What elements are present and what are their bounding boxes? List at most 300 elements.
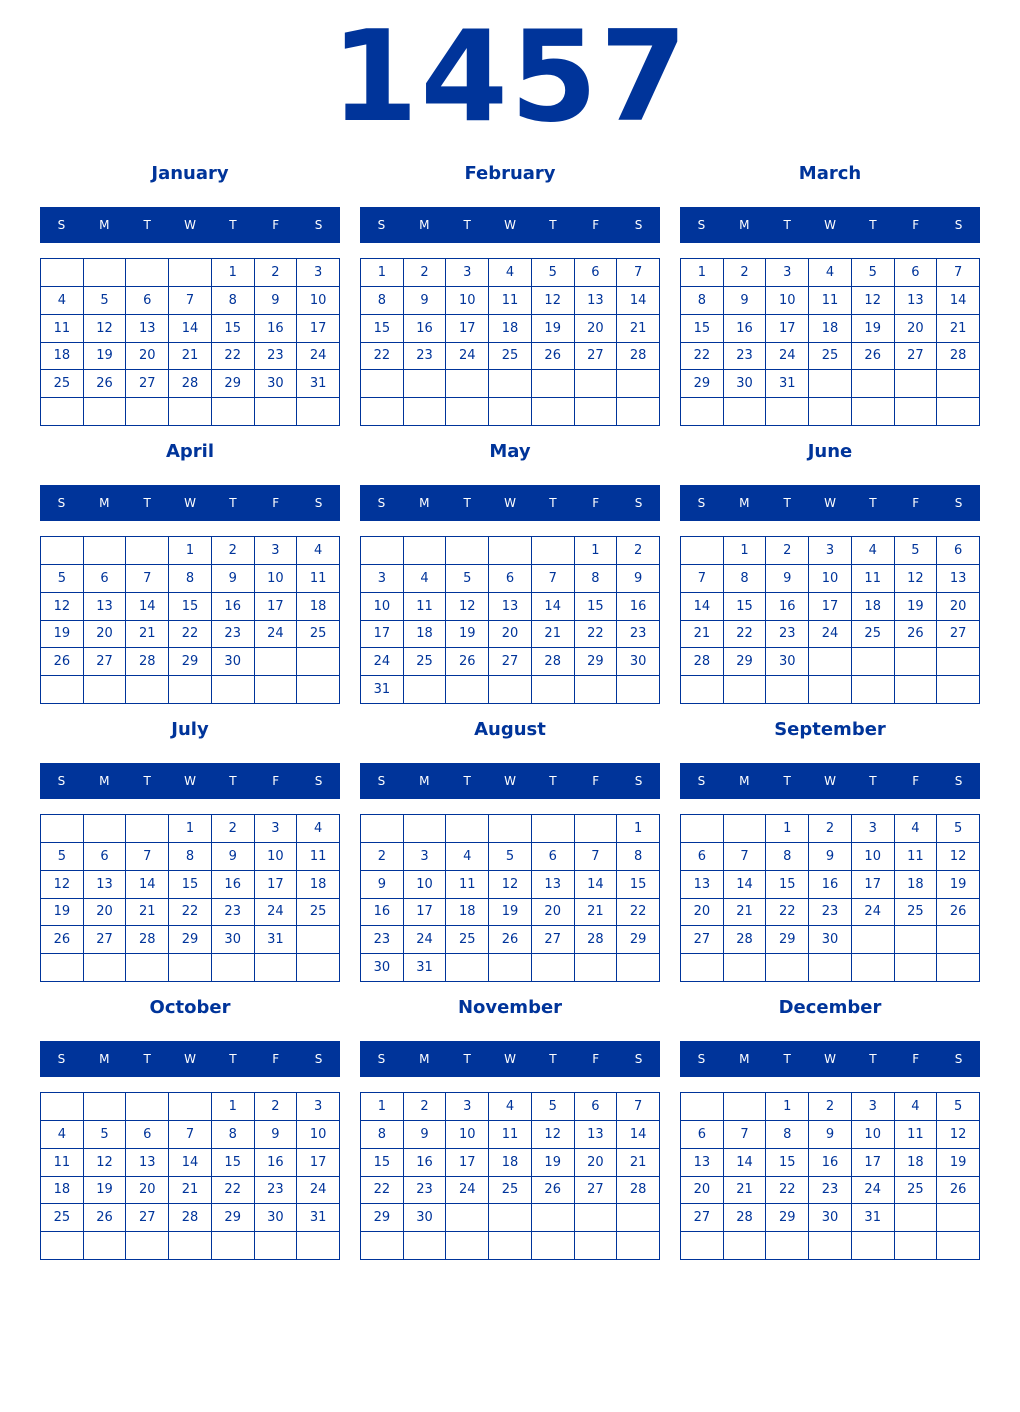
day-cell: 30 [809,926,852,954]
weekday-label: M [419,774,430,788]
weekday-label: M [419,496,430,510]
day-cell: 23 [212,621,255,649]
day-cell: 7 [532,565,575,593]
day-cell: 27 [575,343,618,371]
day-cell: 16 [809,1149,852,1177]
day-cell: 30 [404,1204,447,1232]
day-cell: 15 [766,1149,809,1177]
day-cell: 25 [446,926,489,954]
day-cell: 28 [681,648,724,676]
day-cell: 23 [212,899,255,927]
day-cell: 2 [404,259,447,287]
empty-cell [212,1232,255,1260]
weekday-label: T [229,1052,237,1066]
day-cell: 29 [212,370,255,398]
month-october [40,992,340,1270]
day-cell: 4 [41,287,84,315]
weekday-label: T [549,1052,557,1066]
day-cell: 24 [297,1177,340,1205]
day-cell: 1 [681,259,724,287]
day-cell: 12 [84,1149,127,1177]
day-cell: 18 [489,1149,532,1177]
day-cell: 2 [724,259,767,287]
day-cell: 17 [361,621,404,649]
day-cell: 1 [361,1093,404,1121]
day-cell: 12 [852,287,895,315]
day-cell: 12 [446,593,489,621]
day-cell: 5 [937,1093,980,1121]
day-cell: 6 [575,1093,618,1121]
day-cell: 7 [724,1121,767,1149]
day-cell: 10 [404,871,447,899]
empty-cell [446,954,489,982]
empty-cell [895,676,938,704]
day-cell: 2 [809,1093,852,1121]
day-cell: 20 [126,343,169,371]
day-cell: 19 [446,621,489,649]
day-cell: 6 [84,843,127,871]
weekday-label: M [739,1052,750,1066]
day-cell: 10 [297,287,340,315]
day-cell: 6 [532,843,575,871]
day-cell: 10 [446,1121,489,1149]
weekday-label: S [697,218,706,232]
weekday-label: S [954,218,963,232]
empty-cell [724,815,767,843]
day-cell: 24 [446,1177,489,1205]
day-cell: 17 [446,315,489,343]
day-cell: 1 [212,1093,255,1121]
empty-cell [937,954,980,982]
weekday-label: S [954,496,963,510]
day-cell: 20 [532,899,575,927]
day-cell: 23 [404,1177,447,1205]
empty-cell [297,926,340,954]
day-cell: 12 [532,1121,575,1149]
empty-cell [575,398,618,426]
day-grid [360,258,660,426]
weekday-label: F [272,774,280,788]
day-cell: 12 [532,287,575,315]
day-cell: 4 [404,565,447,593]
weekday-label: S [57,1052,66,1066]
day-cell: 14 [169,1149,212,1177]
day-cell: 2 [212,537,255,565]
day-cell: 2 [404,1093,447,1121]
empty-cell [169,1093,212,1121]
weekday-label: W [184,774,196,788]
empty-cell [489,815,532,843]
weekday-label: M [99,1052,110,1066]
day-cell: 14 [681,593,724,621]
day-cell: 22 [617,899,660,927]
day-cell: 19 [489,899,532,927]
day-cell: 30 [212,648,255,676]
day-cell: 21 [532,621,575,649]
day-cell: 23 [404,343,447,371]
day-cell: 16 [617,593,660,621]
day-cell: 3 [255,815,298,843]
day-cell: 19 [84,343,127,371]
empty-cell [681,676,724,704]
weekday-label: M [739,218,750,232]
day-grid [680,1092,980,1260]
day-cell: 1 [361,259,404,287]
day-cell: 31 [255,926,298,954]
day-cell: 29 [766,926,809,954]
day-cell: 4 [41,1121,84,1149]
day-cell: 6 [575,259,618,287]
day-cell: 12 [937,1121,980,1149]
weekday-label: M [419,1052,430,1066]
day-cell: 21 [724,1177,767,1205]
day-cell: 24 [446,343,489,371]
month-september [680,714,980,992]
day-cell: 14 [575,871,618,899]
weekday-header [40,763,340,799]
day-cell: 26 [489,926,532,954]
day-cell: 13 [681,1149,724,1177]
weekday-label: M [419,218,430,232]
empty-cell [489,537,532,565]
day-cell: 14 [617,287,660,315]
day-cell: 15 [361,315,404,343]
day-cell: 4 [489,1093,532,1121]
day-cell: 30 [766,648,809,676]
month-name: August [474,719,546,740]
month-may [360,436,660,714]
day-cell: 10 [446,287,489,315]
day-cell: 4 [895,815,938,843]
empty-cell [41,537,84,565]
month-december [680,992,980,1270]
day-cell: 7 [681,565,724,593]
weekday-label: S [377,774,386,788]
day-cell: 5 [937,815,980,843]
day-cell: 3 [809,537,852,565]
weekday-label: W [824,496,836,510]
day-cell: 19 [84,1177,127,1205]
empty-cell [895,398,938,426]
weekday-label: S [634,218,643,232]
day-cell: 3 [297,1093,340,1121]
weekday-label: S [57,496,66,510]
day-cell: 7 [126,843,169,871]
empty-cell [575,1232,618,1260]
weekday-label: T [549,496,557,510]
weekday-header [680,207,980,243]
empty-cell [126,676,169,704]
day-grid [360,814,660,982]
day-cell: 20 [84,899,127,927]
empty-cell [446,537,489,565]
empty-cell [489,398,532,426]
empty-cell [575,815,618,843]
day-cell: 8 [169,565,212,593]
day-cell: 14 [617,1121,660,1149]
day-grid [40,536,340,704]
day-cell: 23 [724,343,767,371]
empty-cell [617,398,660,426]
day-cell: 1 [724,537,767,565]
day-cell: 15 [681,315,724,343]
month-april [40,436,340,714]
day-cell: 8 [575,565,618,593]
empty-cell [575,1204,618,1232]
day-cell: 8 [169,843,212,871]
weekday-label: S [57,218,66,232]
empty-cell [852,954,895,982]
weekday-header [360,763,660,799]
day-cell: 21 [126,621,169,649]
day-cell: 5 [532,259,575,287]
empty-cell [169,954,212,982]
day-cell: 26 [41,648,84,676]
empty-cell [41,1232,84,1260]
day-cell: 10 [297,1121,340,1149]
empty-cell [169,259,212,287]
weekday-label: S [697,774,706,788]
day-cell: 23 [255,343,298,371]
day-cell: 10 [852,1121,895,1149]
day-cell: 24 [404,926,447,954]
day-cell: 18 [809,315,852,343]
day-cell: 23 [361,926,404,954]
day-cell: 14 [126,871,169,899]
day-cell: 21 [169,343,212,371]
day-cell: 27 [126,1204,169,1232]
day-cell: 2 [361,843,404,871]
empty-cell [489,954,532,982]
month-name: September [774,719,886,740]
empty-cell [361,1232,404,1260]
empty-cell [724,954,767,982]
day-cell: 28 [724,1204,767,1232]
day-cell: 29 [724,648,767,676]
day-cell: 24 [297,343,340,371]
day-cell: 11 [489,1121,532,1149]
month-name: March [798,163,862,184]
day-cell: 5 [895,537,938,565]
day-cell: 27 [532,926,575,954]
day-cell: 1 [169,537,212,565]
day-cell: 11 [852,565,895,593]
month-june [680,436,980,714]
weekday-label: F [592,774,600,788]
empty-cell [212,676,255,704]
day-grid [680,536,980,704]
day-cell: 25 [489,343,532,371]
empty-cell [361,398,404,426]
day-cell: 11 [489,287,532,315]
empty-cell [41,676,84,704]
day-cell: 5 [41,843,84,871]
day-cell: 9 [404,1121,447,1149]
day-cell: 9 [212,843,255,871]
day-cell: 20 [895,315,938,343]
day-cell: 20 [937,593,980,621]
empty-cell [446,370,489,398]
weekday-label: W [824,1052,836,1066]
day-cell: 17 [446,1149,489,1177]
weekday-header [360,1041,660,1077]
day-cell: 25 [297,899,340,927]
day-cell: 18 [895,1149,938,1177]
day-cell: 13 [575,1121,618,1149]
day-cell: 25 [895,899,938,927]
day-cell: 2 [255,259,298,287]
day-grid [360,1092,660,1260]
weekday-label: S [954,1052,963,1066]
weekday-label: T [463,218,471,232]
month-name: June [807,441,853,462]
day-cell: 27 [84,926,127,954]
day-cell: 15 [575,593,618,621]
day-cell: 25 [41,1204,84,1232]
empty-cell [446,398,489,426]
day-cell: 31 [766,370,809,398]
day-cell: 8 [361,287,404,315]
weekday-label: W [184,1052,196,1066]
empty-cell [126,815,169,843]
day-cell: 29 [617,926,660,954]
weekday-label: M [99,218,110,232]
day-cell: 8 [212,287,255,315]
month-name: May [489,441,531,462]
day-cell: 5 [489,843,532,871]
day-cell: 18 [297,593,340,621]
weekday-label: W [504,218,516,232]
day-cell: 6 [489,565,532,593]
empty-cell [84,954,127,982]
day-cell: 13 [126,1149,169,1177]
day-cell: 4 [489,259,532,287]
empty-cell [84,1093,127,1121]
weekday-label: F [912,496,920,510]
month-january [40,158,340,436]
empty-cell [41,398,84,426]
month-name: December [778,997,882,1018]
day-cell: 11 [41,315,84,343]
day-cell: 8 [724,565,767,593]
day-cell: 17 [255,871,298,899]
day-cell: 19 [852,315,895,343]
day-cell: 17 [809,593,852,621]
empty-cell [937,926,980,954]
weekday-label: M [99,496,110,510]
day-cell: 9 [617,565,660,593]
day-cell: 6 [937,537,980,565]
empty-cell [617,1204,660,1232]
day-cell: 7 [724,843,767,871]
day-cell: 6 [84,565,127,593]
day-cell: 13 [126,315,169,343]
day-cell: 2 [809,815,852,843]
day-cell: 29 [361,1204,404,1232]
weekday-label: S [697,1052,706,1066]
empty-cell [937,676,980,704]
day-cell: 22 [361,1177,404,1205]
day-cell: 29 [169,926,212,954]
day-cell: 2 [617,537,660,565]
day-cell: 17 [255,593,298,621]
weekday-label: F [272,1052,280,1066]
weekday-label: S [377,496,386,510]
weekday-header [40,1041,340,1077]
day-cell: 16 [255,315,298,343]
day-cell: 14 [126,593,169,621]
day-cell: 21 [126,899,169,927]
weekday-header [680,763,980,799]
day-cell: 24 [852,899,895,927]
day-cell: 16 [404,315,447,343]
empty-cell [361,815,404,843]
empty-cell [617,676,660,704]
day-cell: 13 [532,871,575,899]
day-cell: 6 [126,1121,169,1149]
day-cell: 11 [895,843,938,871]
empty-cell [297,1232,340,1260]
empty-cell [809,676,852,704]
day-cell: 28 [937,343,980,371]
empty-cell [446,676,489,704]
empty-cell [126,1093,169,1121]
empty-cell [84,1232,127,1260]
day-cell: 11 [446,871,489,899]
empty-cell [681,537,724,565]
day-cell: 26 [532,1177,575,1205]
day-cell: 15 [212,1149,255,1177]
day-cell: 27 [84,648,127,676]
day-cell: 9 [255,1121,298,1149]
day-cell: 12 [489,871,532,899]
empty-cell [852,676,895,704]
empty-cell [937,1204,980,1232]
empty-cell [297,648,340,676]
weekday-label: T [143,496,151,510]
day-cell: 18 [852,593,895,621]
empty-cell [212,398,255,426]
empty-cell [126,398,169,426]
day-cell: 6 [681,843,724,871]
empty-cell [681,1093,724,1121]
day-cell: 7 [169,1121,212,1149]
empty-cell [895,1204,938,1232]
day-cell: 24 [361,648,404,676]
empty-cell [41,1093,84,1121]
day-cell: 19 [937,871,980,899]
day-grid [40,814,340,982]
empty-cell [937,648,980,676]
month-name: April [165,441,215,462]
month-name: January [151,163,229,184]
weekday-label: W [824,218,836,232]
day-cell: 3 [766,259,809,287]
empty-cell [809,370,852,398]
empty-cell [532,1232,575,1260]
day-cell: 18 [41,1177,84,1205]
day-cell: 19 [532,315,575,343]
day-cell: 3 [361,565,404,593]
year-title: 1457 [330,3,690,150]
day-cell: 24 [809,621,852,649]
day-cell: 14 [169,315,212,343]
day-cell: 8 [681,287,724,315]
day-cell: 14 [724,871,767,899]
weekday-label: T [143,1052,151,1066]
day-cell: 5 [84,1121,127,1149]
day-cell: 11 [809,287,852,315]
